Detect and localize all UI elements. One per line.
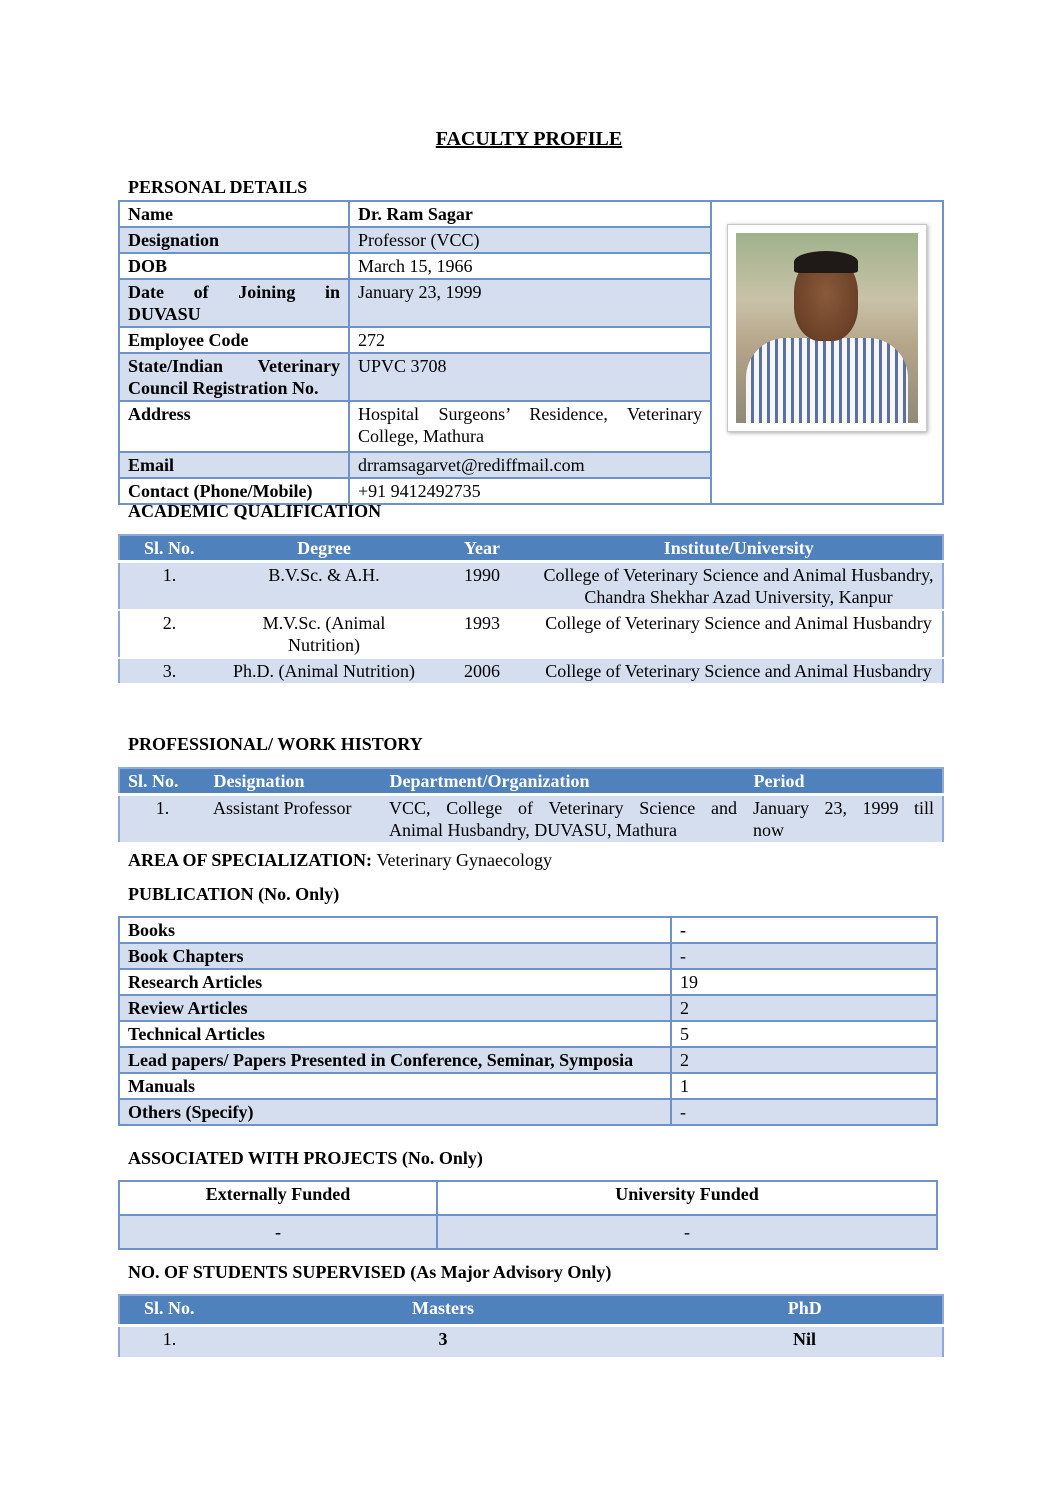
pub-label: Books	[119, 917, 671, 943]
registration-value: UPVC 3708	[349, 353, 711, 401]
table-row	[119, 1021, 937, 1047]
col-degree: Degree	[219, 535, 429, 562]
pub-label: Research Articles	[119, 969, 671, 995]
cell: College of Veterinary Science and Animal Husbandry, Chandra Shekhar Azad University, Kanpur	[535, 562, 943, 611]
cell: Ph.D. (Animal Nutrition)	[219, 658, 429, 684]
col-sl-no: Sl. No.	[119, 1295, 219, 1326]
col-externally-funded: Externally Funded	[119, 1181, 437, 1215]
table-row	[119, 562, 943, 611]
registration-label: State/Indian Veterinary Council Registration No.	[119, 353, 349, 401]
email-value[interactable]: drramsagarvet@rediffmail.com	[349, 452, 711, 478]
cell: 1993	[429, 610, 535, 658]
table-row	[119, 943, 937, 969]
phd-count: Nil	[667, 1326, 943, 1359]
table-header-row	[119, 1181, 937, 1215]
academic-table	[118, 534, 944, 685]
cell: 3.	[119, 658, 219, 684]
cell: College of Veterinary Science and Animal Husbandry	[535, 658, 943, 684]
table-header-row	[119, 1295, 943, 1326]
pub-label: Book Chapters	[119, 943, 671, 969]
personal-row	[119, 201, 943, 227]
students-table	[118, 1294, 944, 1359]
employee-code-value: 272	[349, 327, 711, 353]
cell: 2.	[119, 610, 219, 658]
address-value: Hospital Surgeons’ Residence, Veterinary College, Mathura	[349, 401, 711, 452]
pub-value: 1	[671, 1073, 937, 1099]
pub-value: -	[671, 917, 937, 943]
table-row	[119, 1073, 937, 1099]
name-value: Dr. Ram Sagar	[349, 201, 711, 227]
table-row	[119, 658, 943, 684]
table-row	[119, 795, 943, 844]
table-header-row	[119, 768, 943, 795]
work-history-heading: PROFESSIONAL/ WORK HISTORY	[128, 734, 423, 754]
col-designation: Designation	[205, 768, 381, 795]
col-department: Department/Organization	[381, 768, 745, 795]
pub-label: Review Articles	[119, 995, 671, 1021]
profile-photo	[727, 224, 927, 432]
col-sl-no: Sl. No.	[119, 535, 219, 562]
pub-label: Others (Specify)	[119, 1099, 671, 1125]
personal-details-table	[118, 200, 944, 505]
dob-label: DOB	[119, 253, 349, 279]
specialization-line	[128, 850, 552, 871]
pub-label: Manuals	[119, 1073, 671, 1099]
cell: 2006	[429, 658, 535, 684]
designation-label: Designation	[119, 227, 349, 253]
table-row	[119, 1099, 937, 1125]
cell: 1.	[119, 1326, 219, 1359]
cell: 1.	[119, 795, 205, 844]
cell: M.V.Sc. (Animal Nutrition)	[219, 610, 429, 658]
contact-label: Contact (Phone/Mobile)	[119, 478, 349, 504]
col-year: Year	[429, 535, 535, 562]
projects-heading: ASSOCIATED WITH PROJECTS (No. Only)	[128, 1148, 483, 1168]
table-row	[119, 1047, 937, 1073]
pub-value: -	[671, 1099, 937, 1125]
cell: 1.	[119, 562, 219, 611]
cell: VCC, College of Veterinary Science and Animal Husbandry, DUVASU, Mathura	[381, 795, 745, 844]
pub-label: Lead papers/ Papers Presented in Conference, Seminar, Symposia	[119, 1047, 671, 1073]
personal-details-heading: PERSONAL DETAILS	[128, 177, 308, 197]
cell: January 23, 1999 till now	[745, 795, 943, 844]
pub-label: Technical Articles	[119, 1021, 671, 1047]
pub-value: -	[671, 943, 937, 969]
designation-value: Professor (VCC)	[349, 227, 711, 253]
contact-value: +91 9412492735	[349, 478, 711, 504]
email-label: Email	[119, 452, 349, 478]
academic-heading: ACADEMIC QUALIFICATION	[128, 501, 382, 521]
photo-cell	[711, 201, 943, 504]
cell: College of Veterinary Science and Animal Husbandry	[535, 610, 943, 658]
col-institute: Institute/University	[535, 535, 943, 562]
address-label: Address	[119, 401, 349, 452]
pub-value: 2	[671, 995, 937, 1021]
col-period: Period	[745, 768, 943, 795]
publication-table	[118, 916, 938, 1126]
cell: 1990	[429, 562, 535, 611]
externally-funded-value: -	[119, 1215, 437, 1249]
cell: B.V.Sc. & A.H.	[219, 562, 429, 611]
pub-value: 5	[671, 1021, 937, 1047]
employee-code-label: Employee Code	[119, 327, 349, 353]
table-row	[119, 610, 943, 658]
projects-table	[118, 1180, 938, 1250]
page-title: FACULTY PROFILE	[435, 128, 623, 150]
table-row	[119, 1215, 937, 1249]
col-masters: Masters	[219, 1295, 667, 1326]
work-history-table	[118, 767, 944, 844]
table-row	[119, 917, 937, 943]
table-row	[119, 969, 937, 995]
pub-value: 19	[671, 969, 937, 995]
joining-value: January 23, 1999	[349, 279, 711, 327]
publication-heading: PUBLICATION (No. Only)	[128, 884, 340, 904]
cell: Assistant Professor	[205, 795, 381, 844]
specialization-value: Veterinary Gynaecology	[376, 850, 552, 870]
col-sl-no: Sl. No.	[119, 768, 205, 795]
pub-value: 2	[671, 1047, 937, 1073]
dob-value: March 15, 1966	[349, 253, 711, 279]
university-funded-value: -	[437, 1215, 937, 1249]
masters-count: 3	[219, 1326, 667, 1359]
specialization-label: AREA OF SPECIALIZATION:	[128, 850, 373, 870]
table-header-row	[119, 535, 943, 562]
table-row	[119, 995, 937, 1021]
joining-label: Date of Joining in DUVASU	[119, 279, 349, 327]
col-university-funded: University Funded	[437, 1181, 937, 1215]
table-row	[119, 1326, 943, 1359]
col-phd: PhD	[667, 1295, 943, 1326]
name-label: Name	[119, 201, 349, 227]
students-heading: NO. OF STUDENTS SUPERVISED (As Major Advisory Only)	[128, 1262, 612, 1282]
